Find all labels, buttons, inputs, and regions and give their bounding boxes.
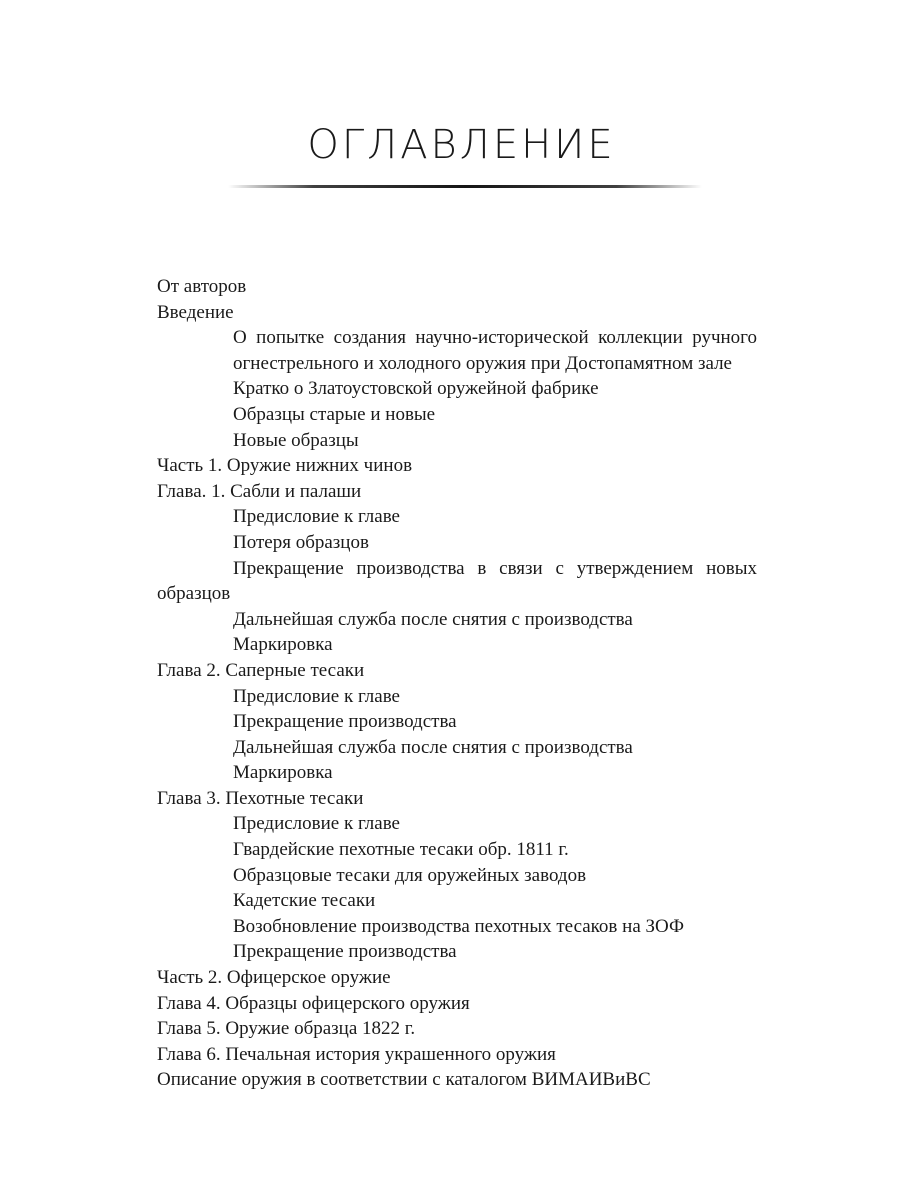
- toc-subentry: О попытке создания научно-исторической коллекции ручного огнестрельного и холодного оружия при Достопамятном зале: [233, 327, 757, 374]
- toc-entry: Глава 2. Саперные тесаки: [157, 659, 365, 681]
- toc-subentry: Предисловие к главе: [233, 685, 400, 707]
- toc-entry: Введение: [157, 301, 234, 323]
- toc-subentry: Кадетские тесаки: [233, 890, 376, 912]
- title-underline-rule: [228, 185, 702, 188]
- toc-entry: Глава 6. Печальная история украшенного оружия: [157, 1043, 556, 1065]
- toc-subentry: Образцы старые и новые: [233, 403, 436, 425]
- toc-subentry: Прекращение производства: [233, 941, 457, 963]
- toc-entry: От авторов: [157, 276, 247, 297]
- toc-entry: Глава 3. Пехотные тесаки: [157, 787, 364, 809]
- toc-subentry: Гвардейские пехотные тесаки обр. 1811 г.: [233, 839, 569, 861]
- table-of-contents: [157, 274, 757, 1093]
- toc-subentry: Образцовые тесаки для оружейных заводов: [233, 864, 587, 886]
- toc-entry: Часть 2. Офицерское оружие: [157, 967, 391, 989]
- toc-entry: Часть 1. Оружие нижних чинов: [157, 455, 413, 477]
- toc-entry: Описание оружия в соответствии с каталогом ВИМАИВиВС: [157, 1069, 651, 1091]
- toc-subentry: Маркировка: [233, 762, 333, 784]
- toc-subentry: Прекращение производства в связи с утверждением новых образцов: [157, 557, 757, 605]
- toc-subentry: Новые образцы: [233, 429, 359, 451]
- toc-subentry: Предисловие к главе: [233, 813, 400, 835]
- toc-subentry: Кратко о Златоустовской оружейной фабрике: [233, 378, 599, 400]
- toc-subentry: Предисловие к главе: [233, 506, 400, 528]
- toc-subentry: Маркировка: [233, 634, 333, 656]
- toc-subentry: Дальнейшая служба после снятия с производства: [233, 608, 633, 630]
- toc-entry: Глава 4. Образцы офицерского оружия: [157, 992, 470, 1014]
- toc-entry: Глава 5. Оружие образца 1822 г.: [157, 1018, 416, 1040]
- page-title: ОГЛАВЛЕНИЕ: [307, 122, 616, 168]
- toc-subentry: Дальнейшая служба после снятия с производства: [233, 736, 633, 758]
- toc-subentry: Потеря образцов: [233, 531, 369, 553]
- toc-subentry: Возобновление производства пехотных тесаков на ЗОФ: [233, 915, 684, 937]
- toc-entry: Глава. 1. Сабли и палаши: [157, 480, 362, 502]
- toc-subentry: Прекращение производства: [233, 711, 457, 733]
